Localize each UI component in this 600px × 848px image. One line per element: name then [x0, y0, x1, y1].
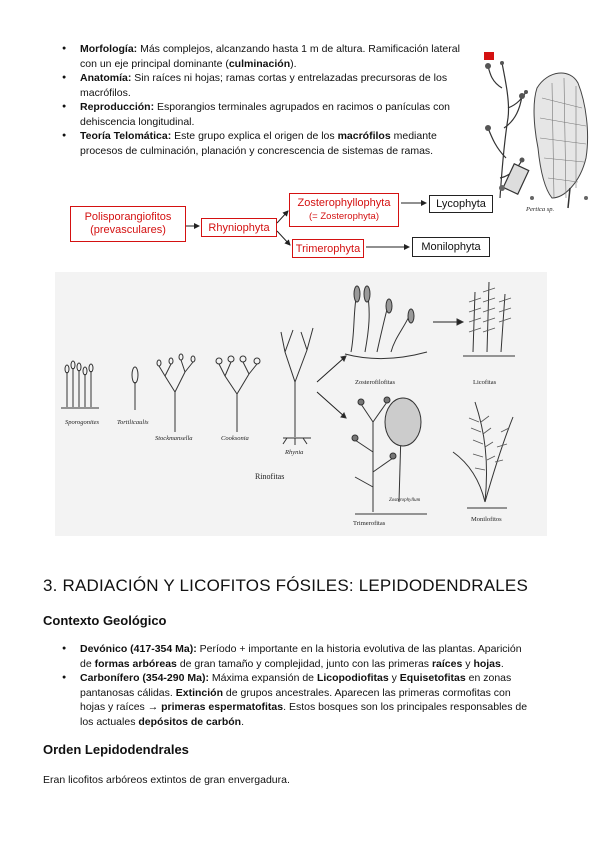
bullet-text: Este grupo explica el origen de los [171, 130, 338, 142]
bullet-text: ). [290, 57, 297, 70]
bullet-text-bold: formas arbóreas [94, 657, 177, 670]
label-rhynia: Rhynia [285, 449, 304, 456]
licofitas-drawing [463, 282, 515, 356]
bullet-text: y [388, 672, 400, 684]
bullet-text-bold: hojas [473, 657, 501, 670]
label-rinofitas: Rinofitas [255, 472, 285, 481]
polisporangiofitos-box [70, 206, 186, 242]
bullet-carbonifero [62, 671, 532, 729]
bullet-text-bold: Extinción [175, 686, 223, 699]
bullet-text: mediante procesos de culminación, planación y concrescencia de sistemas de ramas. [80, 130, 437, 157]
label-monilofitos: Monilofitos [471, 516, 502, 523]
bullet-text: Esporangios terminales agrupados en racimos o panículas con dehiscencia longitudinal. [80, 101, 451, 128]
label-zosterophyllum: Zosterophyllum [389, 498, 421, 503]
sporogonites-drawing [61, 361, 99, 408]
bullet-label: Carbonífero (354-290 Ma): [80, 672, 209, 684]
zosterofilofitas-drawing [345, 286, 427, 358]
bullet-text: en zonas pantanosas cálidas. [80, 672, 512, 699]
bullet-text: de gran tamaño y complejidad, junto con las primeras [176, 657, 432, 670]
rhynia-drawing [281, 328, 313, 445]
bullet-label: Devónico (417-354 Ma): [80, 643, 197, 655]
zostero-line1: Zosterophyllophyta [297, 197, 391, 209]
red-corner-mark [484, 52, 494, 60]
rhyniophyta-box [201, 218, 277, 237]
monilofitos-drawing [453, 402, 513, 508]
trimerophyta-box [292, 239, 364, 258]
bullet-label: Reproducción: [80, 101, 155, 113]
bullet-morfologia [62, 42, 474, 71]
context-bullet-list [62, 642, 532, 729]
bullet-text-bold: macrófilos [337, 130, 391, 142]
bullet-text-bold: culminación [228, 57, 291, 70]
bullet-text: . [241, 715, 244, 728]
bullet-text: . Estos bosques son los principales responsables de los actuales [80, 701, 528, 728]
bullet-devonico [62, 642, 532, 671]
bullet-teoria-telomatica [62, 129, 474, 158]
bullet-label: Anatomía: [80, 72, 132, 84]
pertica-caption: Pertica sp. [526, 206, 555, 213]
bullet-text: de grupos ancestrales. Aparecen las primeras cormofitas con hojas y raíces → [80, 686, 511, 713]
stockmansella-drawing [157, 354, 195, 432]
order-heading: Orden Lepidodendrales [43, 742, 189, 757]
monilophyta-box [412, 237, 490, 257]
label-cooksonia: Cooksonia [221, 435, 249, 442]
label-tortilicaulis: Tortilicaulis [117, 419, 149, 426]
arrow-rhynio-zostero [277, 211, 288, 223]
bullet-text: . [500, 657, 504, 670]
label-sporogonites: Sporogonites [65, 419, 100, 426]
lycophyta-box [429, 195, 493, 213]
label-licofitas: Licofitas [473, 379, 497, 386]
phylogeny-diagram [60, 185, 500, 260]
bullet-anatomia [62, 71, 474, 100]
bullet-text: Período + importante en la historia evolutiva de las plantas. Aparición de [80, 643, 522, 670]
bullet-text-bold: primeras espermatofitas [161, 701, 284, 713]
rhyniophyta-label: Rhyniophyta [208, 221, 270, 234]
evolution-figure [55, 272, 547, 536]
label-stockmansella: Stockmansella [155, 435, 193, 442]
cooksonia-drawing [216, 356, 260, 432]
arrow-rhynio-trimero [277, 231, 290, 245]
bullet-text: Más complejos, alcanzando hasta 1 m de altura. Ramificación lateral con un eje principal dominante ( [80, 43, 460, 70]
bullet-text-bold: Licopodiofitas [316, 672, 389, 684]
bullet-text: y [462, 657, 474, 670]
bullet-text: Sin raíces ni hojas; ramas cortas y entrelazadas precursoras de los macrófilos. [80, 72, 448, 99]
evolution-drawing [55, 272, 547, 536]
bullet-label: Teoría Telomática: [80, 130, 172, 142]
bullet-reproduccion [62, 100, 474, 129]
top-bullet-list [62, 42, 474, 158]
bullet-text-bold: Equisetofitas [399, 672, 466, 684]
bullet-text-bold: depósitos de carbón [138, 715, 242, 728]
bullet-text: Máxima expansión de [208, 672, 317, 684]
lycophyta-label: Lycophyta [436, 198, 486, 210]
monilophyta-label: Monilophyta [421, 241, 481, 253]
trimerofitas-drawing [352, 397, 427, 514]
tortilicaulis-drawing [132, 367, 138, 410]
poly-line2: (prevasculares) [90, 224, 166, 236]
bullet-text-bold: raíces [431, 657, 463, 670]
section-title: 3. RADIACIÓN Y LICOFITOS FÓSILES: LEPIDODENDRALES [43, 576, 528, 595]
trimerophyta-label: Trimerophyta [295, 242, 361, 255]
context-heading: Contexto Geológico [43, 613, 167, 628]
label-zosterofilofitas: Zosterofilofitas [355, 379, 396, 386]
poly-line1: Polisporangiofitos [84, 211, 172, 223]
label-trimerofitas: Trimerofitas [353, 520, 386, 527]
zosterophyllophyta-box [289, 193, 399, 227]
order-text: Eran licofitos arbóreos extintos de gran envergadura. [43, 774, 290, 786]
zostero-line2: (= Zosterophyta) [309, 211, 379, 222]
bullet-label: Morfología: [80, 43, 138, 55]
